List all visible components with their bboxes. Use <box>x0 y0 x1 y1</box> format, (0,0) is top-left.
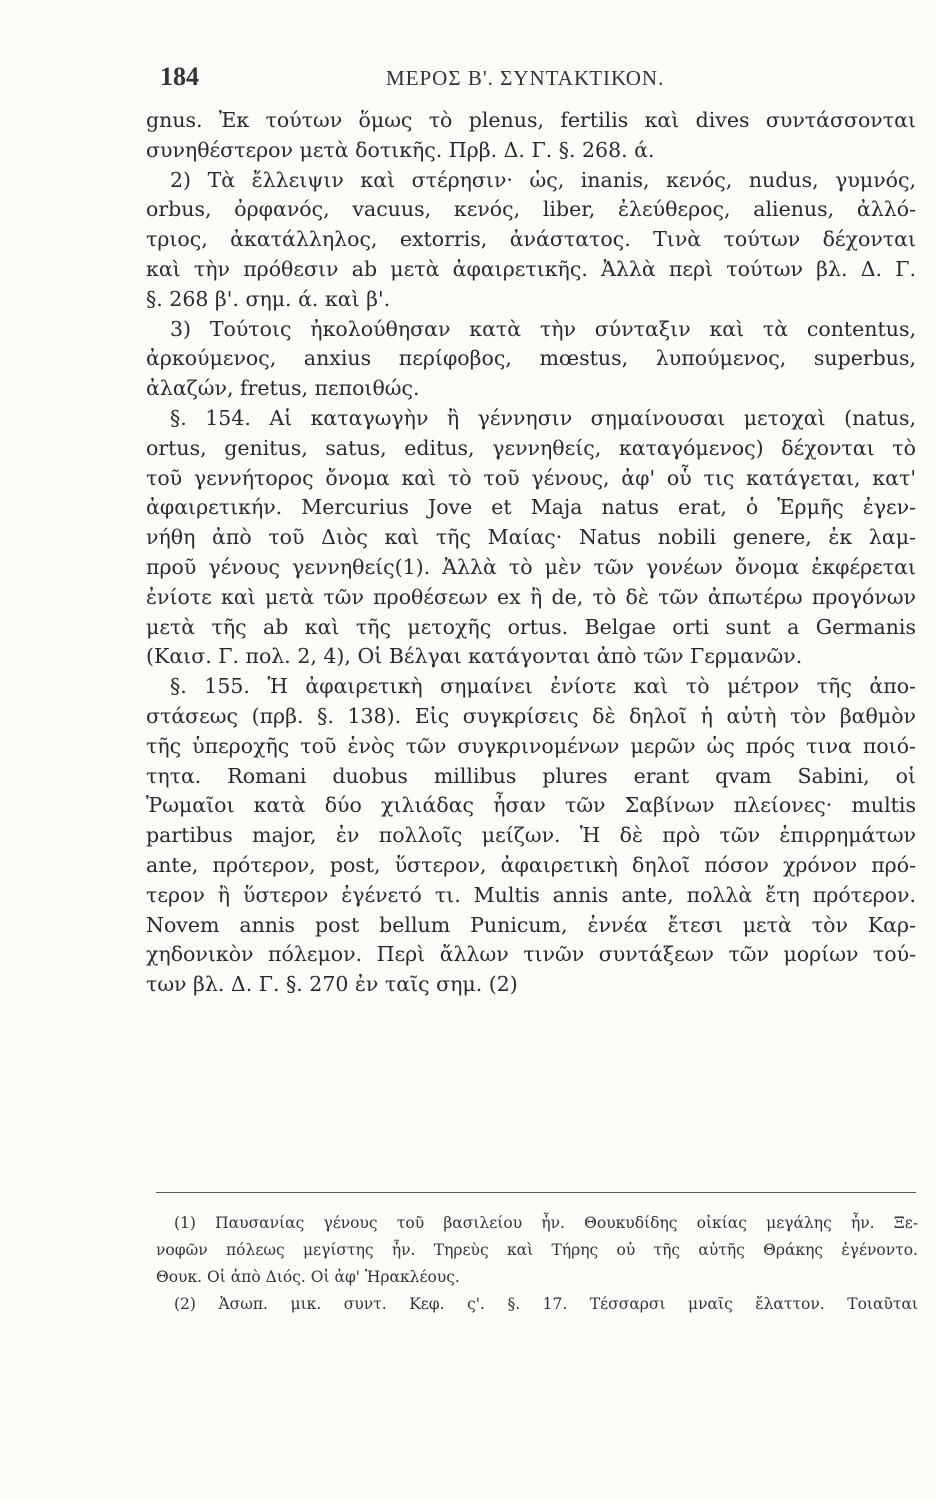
text-line: των βλ. Δ. Γ. §. 270 ἐν ταῖς σημ. (2) <box>146 972 518 997</box>
footnotes <box>156 1210 918 1318</box>
page-number: 184 <box>160 62 199 91</box>
text-line: τριος, ἀκατάλληλος, extorris, ἀνάστατος. Τινὰ τούτων δέχονται <box>146 227 916 252</box>
text-line: τῆς ὑπεροχῆς τοῦ ἑνὸς τῶν συγκρινομένων μερῶν ὡς πρός τινα ποιό- <box>146 733 916 758</box>
text-line: partibus major, ἐν πολλοῖς μείζων. Ἡ δὲ πρὸ τῶν ἐπιρρημάτων <box>146 823 916 848</box>
footnote-divider <box>156 1192 916 1193</box>
text-line: συνηθέστερον μετὰ δοτικῆς. Πρβ. Δ. Γ. §. 268. ά. <box>146 137 655 162</box>
text-line: 3) Τούτοις ἠκολούθησαν κατὰ τὴν σύνταξιν καὶ τὰ contentus, <box>170 316 916 341</box>
text-line: χηδονικὸν πόλεμον. Περὶ ἄλλων τινῶν συντάξεων τῶν μορίων τού- <box>146 942 916 967</box>
footnote-line: (2) Ἀσωπ. μικ. συντ. Κεφ. ς'. §. 17. Τέσσαρσι μναῖς ἔλαττον. Τοιαῦται <box>174 1295 918 1313</box>
text-line: ortus, genitus, satus, editus, γεννηθείς, καταγόμενος) δέχονται τὸ <box>146 435 916 460</box>
text-line: §. 268 β'. σημ. ά. καὶ β'. <box>146 286 391 311</box>
footnote-line: Θουκ. Οἱ ἀπὸ Διός. Οἱ ἀφ' Ἡρακλέους. <box>156 1268 460 1286</box>
text-line: ἐνίοτε καὶ μετὰ τῶν προθέσεων ex ἢ de, τὸ δὲ τῶν ἀπωτέρω προγόνων <box>146 584 916 609</box>
text-line: τερον ἢ ὕστερον ἐγένετό τι. Multis annis ante, πολλὰ ἔτη πρότερον. <box>146 882 916 907</box>
text-line: καὶ τὴν πρόθεσιν ab μετὰ ἀφαιρετικῆς. Ἀλλὰ περὶ τούτων βλ. Δ. Γ. <box>146 256 916 281</box>
text-line: orbus, ὀρφανός, vacuus, κενός, liber, ἐλεύθερος, alienus, ἀλλό- <box>146 197 916 222</box>
text-line: ἀρκούμενος, anxius περίφοβος, mœstus, λυπούμενος, superbus, <box>146 346 916 371</box>
text-line: ἀλαζών, fretus, πεποιθώς. <box>146 376 420 401</box>
text-line: (Καισ. Γ. πολ. 2, 4), Οἱ Βέλγαι κατάγονται ἀπὸ τῶν Γερμανῶν. <box>146 644 803 669</box>
body-text <box>146 106 916 1000</box>
footnote-line: νοφῶν πόλεως μεγίστης ἦν. Τηρεὺς καὶ Τήρης οὐ τῆς αὐτῆς Θράκης ἐγένοντο. <box>156 1241 918 1259</box>
text-line: §. 154. Αἱ καταγωγὴν ἢ γέννησιν σημαίνουσαι μετοχαὶ (natus, <box>170 405 916 430</box>
footnote-line: (1) Παυσανίας γένους τοῦ βασιλείου ἦν. Θουκυδίδης οἰκίας μεγάλης ἦν. Ξε- <box>174 1214 918 1232</box>
running-head: ΜΕΡΟΣ Β'. ΣΥΝΤΑΚΤΙΚΟΝ. <box>386 66 665 90</box>
text-line: ἀφαιρετικήν. Mercurius Jove et Maja natus erat, ὁ Ἑρμῆς ἐγεν- <box>146 495 916 520</box>
text-line: §. 155. Ἡ ἀφαιρετικὴ σημαίνει ἐνίοτε καὶ τὸ μέτρον τῆς ἀπο- <box>170 674 916 699</box>
page-header <box>160 62 920 102</box>
text-line: gnus. Ἐκ τούτων ὅμως τὸ plenus, fertilis καὶ dives συντάσσονται <box>146 108 916 132</box>
text-line: στάσεως (πρβ. §. 138). Εἰς συγκρίσεις δὲ δηλοῖ ἡ αὐτὴ τὸν βαθμὸν <box>146 703 916 728</box>
text-line: Novem annis post bellum Punicum, ἐννέα ἔτεσι μετὰ τὸν Καρ- <box>146 912 916 937</box>
text-line: προῦ γένους γεννηθείς(1). Ἀλλὰ τὸ μὲν τῶν γονέων ὄνομα ἐκφέρεται <box>146 554 916 579</box>
text-line: τητα. Romani duobus millibus plures erant qvam Sabini, οἱ <box>146 763 916 788</box>
text-line: μετὰ τῆς ab καὶ τῆς μετοχῆς ortus. Belgae orti sunt a Germanis <box>146 614 916 639</box>
text-line: Ῥωμαῖοι κατὰ δύο χιλιάδας ἦσαν τῶν Σαβίνων πλείονες· multis <box>146 793 916 818</box>
text-line: ante, πρότερον, post, ὕστερον, ἀφαιρετικὴ δηλοῖ πόσον χρόνον πρό- <box>146 852 916 877</box>
text-line: 2) Τὰ ἔλλειψιν καὶ στέρησιν· ὡς, inanis, κενός, nudus, γυμνός, <box>170 167 916 192</box>
text-line: τοῦ γεννήτορος ὄνομα καὶ τὸ τοῦ γένους, ἀφ' οὗ τις κατάγεται, κατ' <box>146 465 916 490</box>
text-line: νήθη ἀπὸ τοῦ Διὸς καὶ τῆς Μαίας· Natus nobili genere, ἐκ λαμ- <box>146 525 916 550</box>
